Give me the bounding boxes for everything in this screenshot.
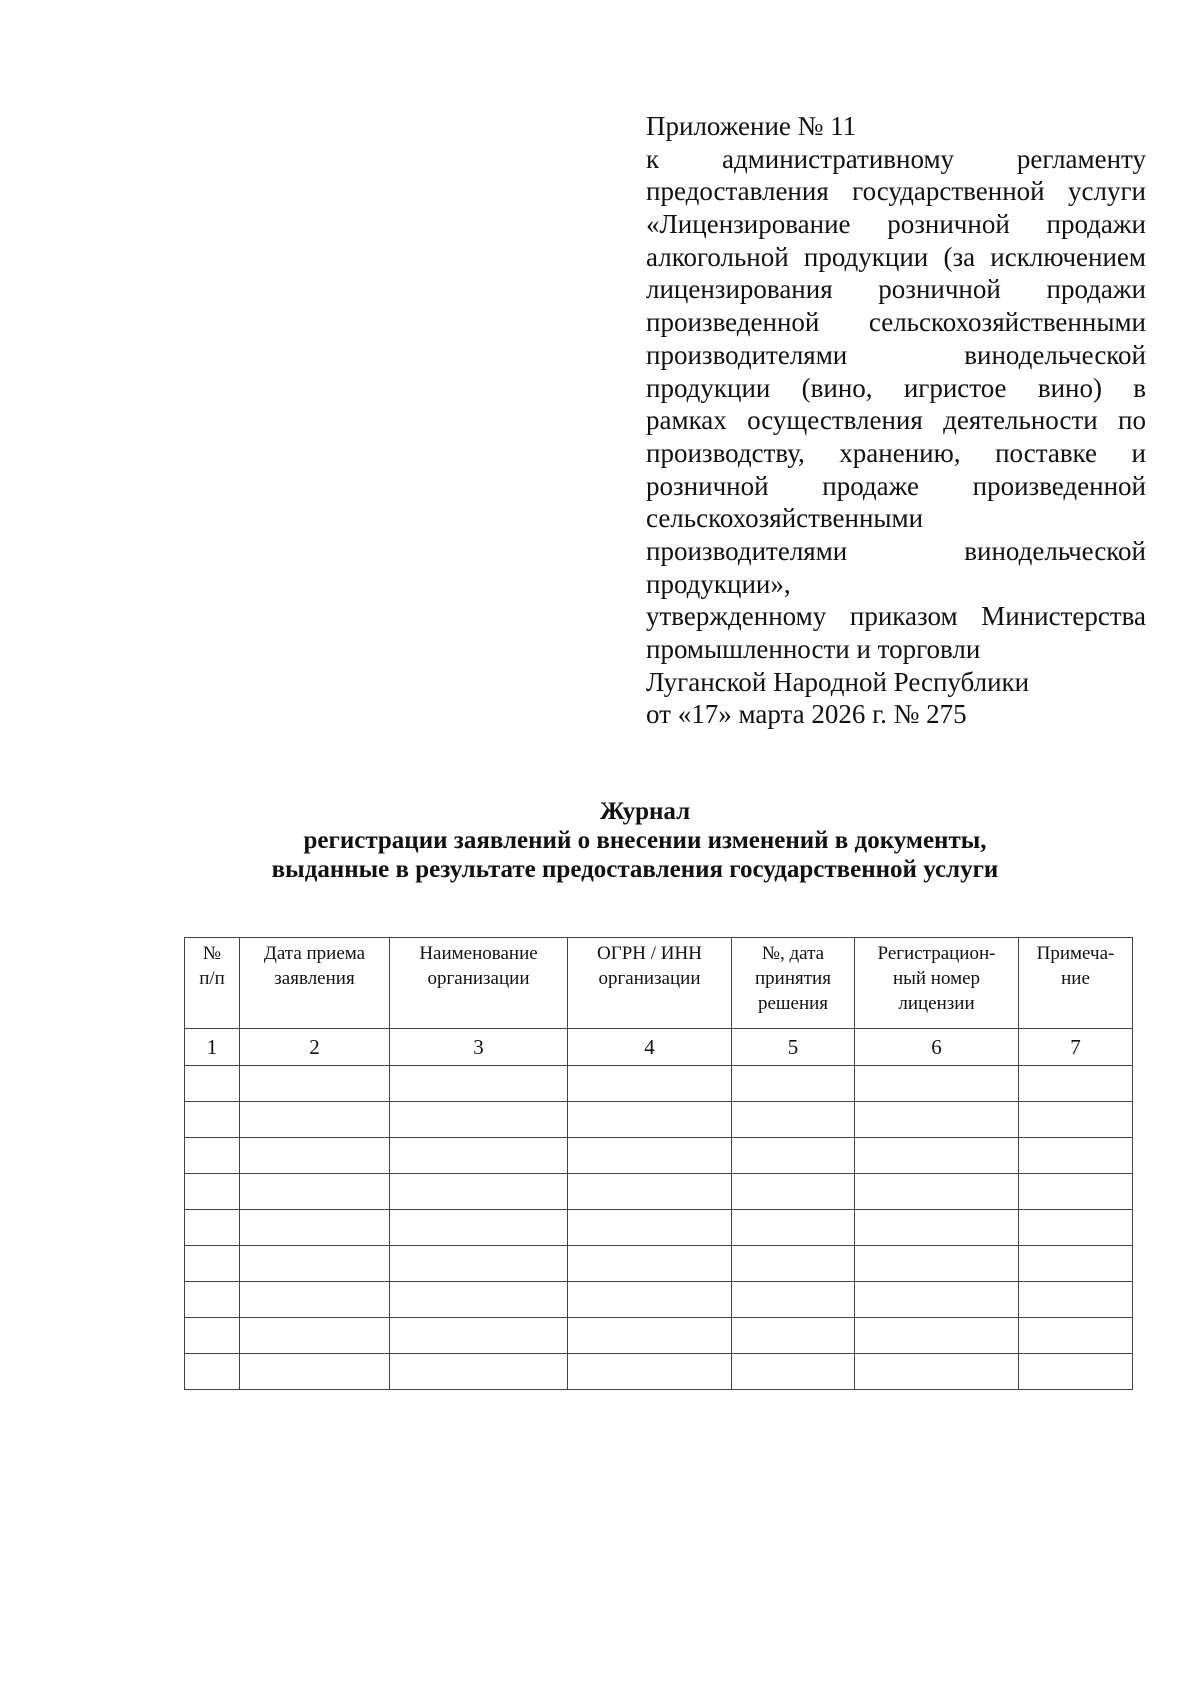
table-cell bbox=[732, 1138, 855, 1174]
table-cell bbox=[240, 1318, 390, 1354]
table-cell bbox=[855, 1318, 1019, 1354]
appendix-line: Приложение № 11 bbox=[646, 111, 857, 141]
table-cell bbox=[185, 1282, 240, 1318]
table-cell bbox=[732, 1354, 855, 1390]
header-label: ОГРН / ИНН организации bbox=[597, 943, 702, 989]
journal-title: Журнал bbox=[599, 798, 691, 825]
appendix-line: предоставления государственной услуги bbox=[646, 176, 1146, 207]
table-cell bbox=[732, 1066, 855, 1102]
appendix-line: рамках осуществления деятельности по bbox=[646, 405, 1146, 436]
column-number: 2 bbox=[240, 1029, 390, 1066]
table-cell bbox=[568, 1246, 732, 1282]
table-cell bbox=[568, 1174, 732, 1210]
table-cell bbox=[185, 1102, 240, 1138]
journal-subtitle-line-2: выданные в результате предоставления государственной услуги bbox=[271, 856, 999, 883]
table-cell bbox=[855, 1246, 1019, 1282]
column-number-row bbox=[185, 1029, 1133, 1066]
table-cell bbox=[1019, 1246, 1133, 1282]
table-cell bbox=[855, 1066, 1019, 1102]
table-cell bbox=[732, 1210, 855, 1246]
table-cell bbox=[1019, 1138, 1133, 1174]
table-cell bbox=[1019, 1354, 1133, 1390]
table-cell bbox=[732, 1174, 855, 1210]
appendix-line: продукции (вино, игристое вино) в bbox=[646, 372, 1146, 403]
column-number: 4 bbox=[568, 1029, 732, 1066]
table-cell bbox=[855, 1282, 1019, 1318]
table-cell bbox=[390, 1246, 568, 1282]
table-cell bbox=[732, 1318, 855, 1354]
header-label: Примеча- ние bbox=[1036, 943, 1115, 989]
table-row bbox=[185, 1246, 1133, 1282]
header-cell-license-number bbox=[855, 938, 1019, 1029]
table-cell bbox=[855, 1210, 1019, 1246]
column-number: 5 bbox=[732, 1029, 855, 1066]
table-cell bbox=[1019, 1102, 1133, 1138]
table-cell bbox=[185, 1066, 240, 1102]
registry-table bbox=[184, 937, 1133, 1390]
table-cell bbox=[240, 1174, 390, 1210]
appendix-line: от «17» марта 2026 г. № 275 bbox=[646, 699, 967, 730]
table-cell bbox=[855, 1354, 1019, 1390]
table-cell bbox=[240, 1354, 390, 1390]
table-cell bbox=[1019, 1210, 1133, 1246]
appendix-line: промышленности и торговли bbox=[646, 634, 981, 664]
appendix-reference bbox=[646, 110, 1146, 731]
table-cell bbox=[240, 1246, 390, 1282]
table-cell bbox=[732, 1102, 855, 1138]
table-cell bbox=[568, 1318, 732, 1354]
table-cell bbox=[240, 1138, 390, 1174]
table-cell bbox=[1019, 1318, 1133, 1354]
table-row bbox=[185, 1318, 1133, 1354]
journal-heading bbox=[0, 797, 1200, 884]
appendix-line: алкогольной продукции (за исключением bbox=[646, 241, 1146, 272]
table-row bbox=[185, 1282, 1133, 1318]
table-cell bbox=[568, 1210, 732, 1246]
journal-subtitle-line-1: регистрации заявлений о внесении изменений в документы, bbox=[303, 827, 987, 854]
appendix-line: производителями винодельческой bbox=[646, 339, 1146, 370]
table-cell bbox=[855, 1138, 1019, 1174]
table-cell bbox=[732, 1282, 855, 1318]
table-cell bbox=[185, 1354, 240, 1390]
appendix-line: продукции», bbox=[646, 568, 791, 599]
table-cell bbox=[390, 1102, 568, 1138]
table-cell bbox=[240, 1210, 390, 1246]
table-cell bbox=[390, 1174, 568, 1210]
table-cell bbox=[240, 1066, 390, 1102]
table-cell bbox=[568, 1282, 732, 1318]
header-cell-decision bbox=[732, 938, 855, 1029]
table-cell bbox=[855, 1102, 1019, 1138]
table-row bbox=[185, 1174, 1133, 1210]
column-number: 3 bbox=[390, 1029, 568, 1066]
column-number: 6 bbox=[855, 1029, 1019, 1066]
header-cell-ogrn-inn bbox=[568, 938, 732, 1029]
table-cell bbox=[185, 1174, 240, 1210]
table-cell bbox=[390, 1282, 568, 1318]
table-cell bbox=[240, 1282, 390, 1318]
appendix-line: производству, хранению, поставке и bbox=[646, 437, 1146, 468]
table-cell bbox=[568, 1066, 732, 1102]
appendix-line: Луганской Народной Республики bbox=[646, 666, 1030, 697]
table-cell bbox=[1019, 1066, 1133, 1102]
appendix-line: произведенной сельскохозяйственными bbox=[646, 307, 1146, 338]
table-row bbox=[185, 1066, 1133, 1102]
header-label: №, дата принятия решения bbox=[755, 943, 831, 1014]
table-cell bbox=[1019, 1282, 1133, 1318]
table-cell bbox=[568, 1138, 732, 1174]
table-cell bbox=[240, 1102, 390, 1138]
column-number: 1 bbox=[185, 1029, 240, 1066]
header-label: № п/п bbox=[199, 943, 225, 989]
appendix-line: «Лицензирование розничной продажи bbox=[646, 209, 1146, 240]
appendix-line: розничной продаже произведенной bbox=[646, 470, 1146, 501]
table-cell bbox=[1019, 1174, 1133, 1210]
table-header-row bbox=[185, 938, 1133, 1029]
column-number: 7 bbox=[1019, 1029, 1133, 1066]
table-cell bbox=[390, 1210, 568, 1246]
appendix-line: производителями винодельческой bbox=[646, 535, 1146, 566]
table-cell bbox=[390, 1066, 568, 1102]
table-row bbox=[185, 1138, 1133, 1174]
header-label: Наименование организации bbox=[419, 943, 538, 989]
table-cell bbox=[185, 1138, 240, 1174]
table-row bbox=[185, 1102, 1133, 1138]
table-row bbox=[185, 1210, 1133, 1246]
table-cell bbox=[568, 1354, 732, 1390]
table-row bbox=[185, 1354, 1133, 1390]
table-cell bbox=[185, 1210, 240, 1246]
table-cell bbox=[390, 1354, 568, 1390]
header-cell-note bbox=[1019, 938, 1133, 1029]
table-cell bbox=[390, 1318, 568, 1354]
table-cell bbox=[390, 1138, 568, 1174]
header-cell-organization bbox=[390, 938, 568, 1029]
table-cell bbox=[185, 1318, 240, 1354]
table-cell bbox=[185, 1246, 240, 1282]
header-label: Регистрацион- ный номер лицензии bbox=[877, 943, 996, 1014]
table-cell bbox=[568, 1102, 732, 1138]
appendix-line: к административному регламенту bbox=[646, 143, 1146, 174]
header-label: Дата приема заявления bbox=[263, 943, 366, 989]
header-cell-date bbox=[240, 938, 390, 1029]
table-cell bbox=[732, 1246, 855, 1282]
appendix-line: сельскохозяйственными bbox=[646, 503, 924, 534]
table-cell bbox=[855, 1174, 1019, 1210]
appendix-line: утвержденному приказом Министерства bbox=[646, 601, 1146, 632]
header-cell-number bbox=[185, 938, 240, 1029]
appendix-line: лицензирования розничной продажи bbox=[646, 274, 1146, 305]
